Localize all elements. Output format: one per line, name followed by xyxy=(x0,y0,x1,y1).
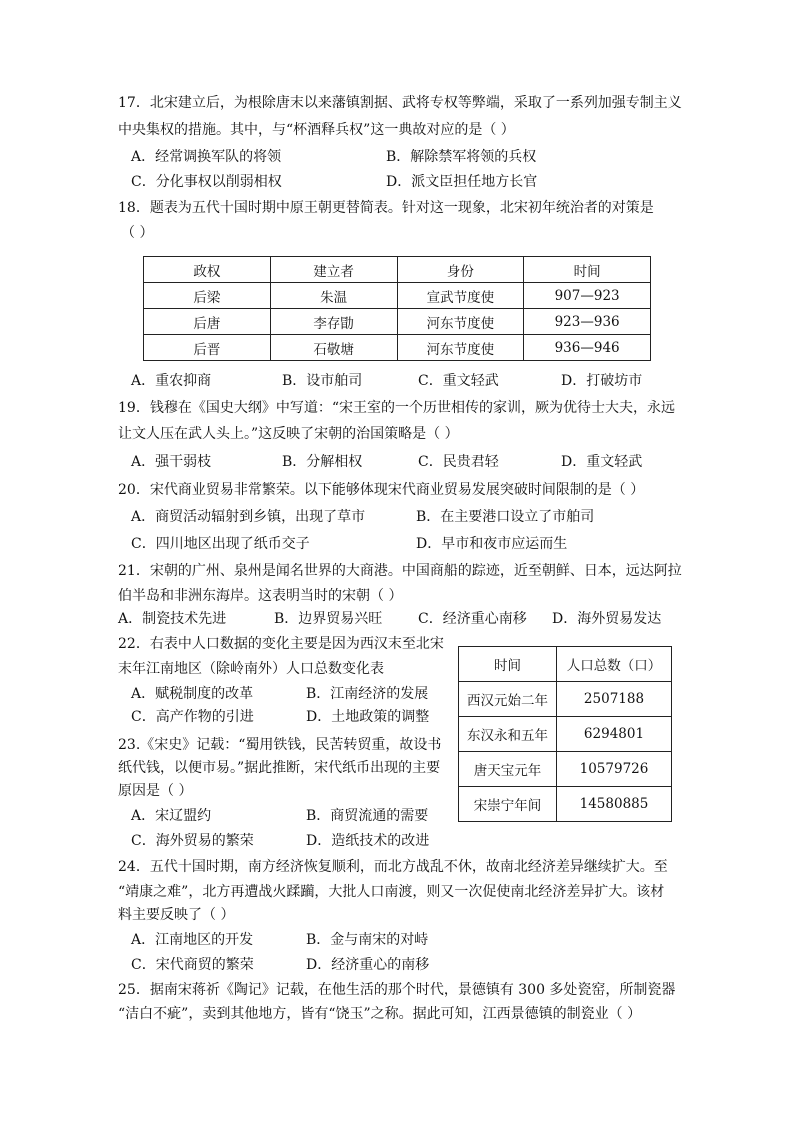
table-header-cell: 身份 xyxy=(397,257,524,283)
q17-option-b: B．解除禁军将领的兵权 xyxy=(386,149,537,165)
q18-option-a: A．重农抑商 xyxy=(131,373,212,389)
q20-option-d: D．早市和夜市应运而生 xyxy=(416,536,568,552)
q24-option-a: A．江南地区的开发 xyxy=(131,932,254,948)
q18-option-c: C．重文轻武 xyxy=(418,373,499,389)
q22-stem-line2: 末年江南地区（除岭南外）人口总数变化表 xyxy=(118,661,384,677)
table-cell: 东汉永和五年 xyxy=(459,717,557,752)
table-header-row xyxy=(459,647,672,682)
table-header-cell: 人口总数（口） xyxy=(556,647,671,682)
q21-option-c: C．经济重心南移 xyxy=(418,611,527,627)
q22-option-c: C．高产作物的引进 xyxy=(131,709,254,725)
table-cell: 923—936 xyxy=(524,309,651,335)
q20-option-a: A．商贸活动辐射到乡镇，出现了草市 xyxy=(131,509,366,525)
table-cell: 宋崇宁年间 xyxy=(459,787,557,822)
q23-stem-line1: 23.《宋史》记载：“蜀用铁钱，民苦转贸重，故设书 xyxy=(118,737,442,753)
population-table xyxy=(458,646,672,822)
q20-option-b: B．在主要港口设立了市舶司 xyxy=(416,509,595,525)
table-cell: 宣武节度使 xyxy=(397,283,524,309)
q23-option-d: D．造纸技术的改进 xyxy=(306,833,430,849)
table-row xyxy=(144,283,651,309)
q17-stem-line2: 中央集权的措施。其中，与“杯酒释兵权”这一典故对应的是（ ） xyxy=(118,122,515,138)
q18-stem-line2: （ ） xyxy=(121,225,154,241)
q19-option-b: B．分解相权 xyxy=(282,454,363,470)
q18-stem-line1: 18．题表为五代十国时期中原王朝更替简表。针对这一现象，北宋初年统治者的对策是 xyxy=(118,200,654,216)
q19-stem-line1: 19．钱穆在《国史大纲》中写道：“宋王室的一个历世相传的家训，厥为优待士大夫，永远 xyxy=(118,400,675,416)
q19-option-c: C．民贵君轻 xyxy=(418,454,499,470)
q22-option-a: A．赋税制度的改革 xyxy=(131,686,254,702)
table-header-cell: 建立者 xyxy=(270,257,397,283)
table-cell: 西汉元始二年 xyxy=(459,682,557,717)
table-row xyxy=(459,717,672,752)
q22-option-d: D．土地政策的调整 xyxy=(306,709,430,725)
q21-stem-line2: 伯半岛和非洲东海岸。这表明当时的宋朝（ ） xyxy=(118,588,403,604)
table-row xyxy=(144,335,651,361)
q23-option-a: A．宋辽盟约 xyxy=(131,808,212,824)
q20-option-c: C．四川地区出现了纸币交子 xyxy=(131,536,310,552)
table-cell: 河东节度使 xyxy=(397,309,524,335)
table-cell: 14580885 xyxy=(556,787,671,822)
q24-option-c: C．宋代商贸的繁荣 xyxy=(131,957,254,973)
table-row xyxy=(459,752,672,787)
q22-stem-line1: 22．右表中人口数据的变化主要是因为西汉末至北宋 xyxy=(118,636,444,652)
table-cell: 唐天宝元年 xyxy=(459,752,557,787)
table-cell: 2507188 xyxy=(556,682,671,717)
table-row xyxy=(144,309,651,335)
table-cell: 后梁 xyxy=(144,283,271,309)
q17-stem-line1: 17．北宋建立后，为根除唐末以来藩镇割据、武将专权等弊端，采取了一系列加强专制主义 xyxy=(118,95,682,111)
q19-stem-line2: 让文人压在武人头上。”这反映了宋朝的治国策略是（ ） xyxy=(118,426,459,442)
table-cell: 936—946 xyxy=(524,335,651,361)
q17-option-a: A．经常调换军队的将领 xyxy=(131,149,282,165)
q18-option-d: D．打破坊市 xyxy=(561,373,643,389)
table-header-cell: 时间 xyxy=(524,257,651,283)
table-row xyxy=(459,787,672,822)
q19-option-d: D．重文轻武 xyxy=(561,454,643,470)
q21-option-d: D．海外贸易发达 xyxy=(552,611,662,627)
q17-option-c: C．分化事权以削弱相权 xyxy=(131,174,282,190)
table-cell: 河东节度使 xyxy=(397,335,524,361)
q17-option-d: D．派文臣担任地方长官 xyxy=(386,174,538,190)
q21-stem-line1: 21．宋朝的广州、泉州是闻名世界的大商港。中国商船的踪迹，近至朝鲜、日本，远达阿拉 xyxy=(118,563,682,579)
table-cell: 907—923 xyxy=(524,283,651,309)
q23-stem-line3: 原因是（ ） xyxy=(118,783,193,799)
q25-stem-line2: “洁白不疵”，卖到其他地方，皆有“饶玉”之称。据此可知，江西景德镇的制瓷业（ ） xyxy=(118,1006,642,1022)
q19-option-a: A．强干弱枝 xyxy=(131,454,212,470)
q24-option-d: D．经济重心的南移 xyxy=(306,957,430,973)
table-header-cell: 时间 xyxy=(459,647,557,682)
q21-option-a: A．制瓷技术先进 xyxy=(118,611,227,627)
q24-stem-line2: “靖康之难”，北方再遭战火蹂躏，大批人口南渡，则又一次促使南北经济差异扩大。该材 xyxy=(118,884,665,900)
q18-option-b: B．设市舶司 xyxy=(282,373,363,389)
table-cell: 石敬塘 xyxy=(270,335,397,361)
table-header-row xyxy=(144,257,651,283)
q23-stem-line2: 纸代钱，以便市易。”据此推断，宋代纸币出现的主要 xyxy=(118,760,441,776)
table-cell: 后晋 xyxy=(144,335,271,361)
table-cell: 6294801 xyxy=(556,717,671,752)
table-row xyxy=(459,682,672,717)
q23-option-c: C．海外贸易的繁荣 xyxy=(131,833,254,849)
table-cell: 李存勖 xyxy=(270,309,397,335)
table-cell: 朱温 xyxy=(270,283,397,309)
q20-stem-line1: 20．宋代商业贸易非常繁荣。以下能够体现宋代商业贸易发展突破时间限制的是（ ） xyxy=(118,482,645,498)
q24-option-b: B．金与南宋的对峙 xyxy=(306,932,429,948)
q21-option-b: B．边界贸易兴旺 xyxy=(274,611,383,627)
q22-option-b: B．江南经济的发展 xyxy=(306,686,429,702)
table-cell: 10579726 xyxy=(556,752,671,787)
q24-stem-line3: 料主要反映了（ ） xyxy=(118,907,235,923)
q25-stem-line1: 25．据南宋蒋祈《陶记》记载，在他生活的那个时代，景德镇有 300 多处瓷窑，所制瓷器 xyxy=(118,982,676,998)
dynasty-table xyxy=(143,256,651,361)
table-cell: 后唐 xyxy=(144,309,271,335)
table-header-cell: 政权 xyxy=(144,257,271,283)
q24-stem-line1: 24．五代十国时期，南方经济恢复顺利，而北方战乱不休，故南北经济差异继续扩大。至 xyxy=(118,859,668,875)
q23-option-b: B．商贸流通的需要 xyxy=(306,808,429,824)
